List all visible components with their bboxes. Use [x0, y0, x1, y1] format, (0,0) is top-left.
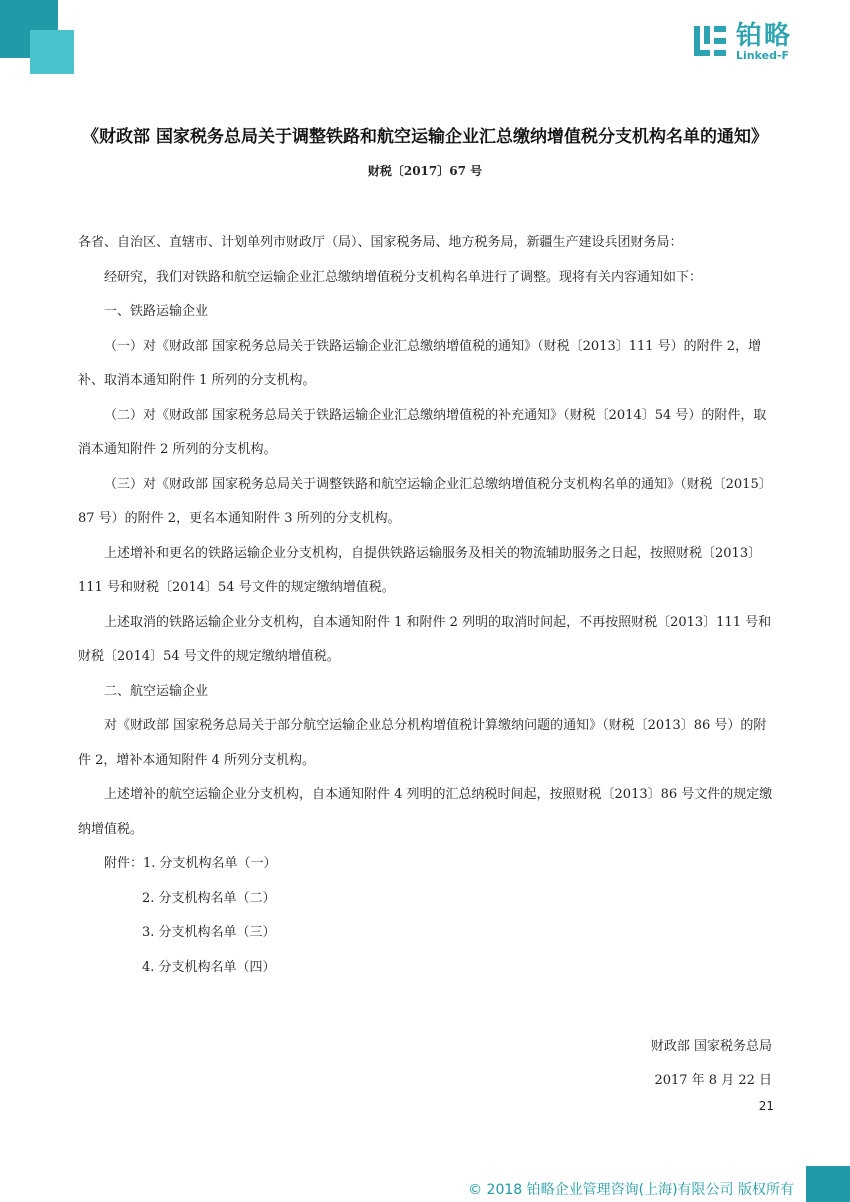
paragraph: 上述取消的铁路运输企业分支机构，自本通知附件 1 和附件 2 列明的取消时间起，不再按照财税〔2013〕111 号和财税〔2014〕54 号文件的规定缴纳增值税。	[78, 614, 772, 664]
signature-block	[651, 1030, 772, 1098]
paragraph: 上述增补的航空运输企业分支机构，自本通知附件 4 列明的汇总纳税时间起，按照财税〔2013〕86 号文件的规定缴纳增值税。	[78, 787, 773, 837]
logo-english-name: Linked-F	[735, 49, 790, 62]
issue-date: 2017 年 8 月 22 日	[654, 1073, 772, 1088]
list-item: （三）对《财政部 国家税务总局关于调整铁路和航空运输企业汇总缴纳增值税分支机构名单的通知》（财税〔2015〕87 号）的附件 2，更名本通知附件 3 所列的分支机构。	[78, 476, 772, 526]
copyright-footer: © 2018 铂略企业管理咨询(上海)有限公司 版权所有	[468, 1182, 794, 1198]
attachment-item: 2. 分支机构名单（二）	[142, 890, 276, 906]
attachments-label: 附件：	[104, 856, 144, 871]
intro-paragraph: 经研究，我们对铁路和航空运输企业汇总缴纳增值税分支机构名单进行了调整。现将有关内容通知如下：	[104, 269, 703, 285]
attachment-item: 4. 分支机构名单（四）	[142, 959, 276, 975]
document-body	[78, 226, 773, 985]
list-item: （二）对《财政部 国家税务总局关于铁路运输企业汇总缴纳增值税的补充通知》（财税〔2014〕54 号）的附件，取消本通知附件 2 所列的分支机构。	[78, 407, 767, 457]
addressee: 各省、自治区、直辖市、计划单列市财政厅（局）、国家税务局、地方税务局，新疆生产建设兵团财务局：	[78, 235, 683, 250]
list-item: （一）对《财政部 国家税务总局关于铁路运输企业汇总缴纳增值税的通知》（财税〔2013〕111 号）的附件 2，增补、取消本通知附件 1 所列的分支机构。	[78, 338, 762, 388]
company-logo	[692, 22, 792, 62]
section-heading: 二、航空运输企业	[104, 683, 209, 699]
footer-decoration	[806, 1166, 850, 1202]
page-number: 21	[758, 1099, 774, 1113]
attachment-item: 3. 分支机构名单（三）	[142, 925, 276, 940]
document-title: 《财政部 国家税务总局关于调整铁路和航空运输企业汇总缴纳增值税分支机构名单的通知》	[82, 127, 768, 147]
document-number: 财税〔2017〕67 号	[367, 164, 483, 178]
logo-chinese-name: 铂略	[735, 21, 792, 51]
paragraph: 对《财政部 国家税务总局关于部分航空运输企业总分机构增值税计算缴纳问题的通知》（财税〔2013〕86 号）的附件 2，增补本通知附件 4 所列分支机构。	[78, 718, 767, 768]
logo-mark-icon	[692, 24, 728, 60]
section-heading: 一、铁路运输企业	[104, 304, 209, 319]
issuer: 财政部 国家税务总局	[650, 1039, 772, 1054]
attachment-item: 附件：1. 分支机构名单（一）	[104, 856, 277, 871]
paragraph: 上述增补和更名的铁路运输企业分支机构，自提供铁路运输服务及相关的物流辅助服务之日起，按照财税〔2013〕111 号和财税〔2014〕54 号文件的规定缴纳增值税。	[78, 545, 762, 595]
corner-decoration-light	[30, 30, 74, 74]
